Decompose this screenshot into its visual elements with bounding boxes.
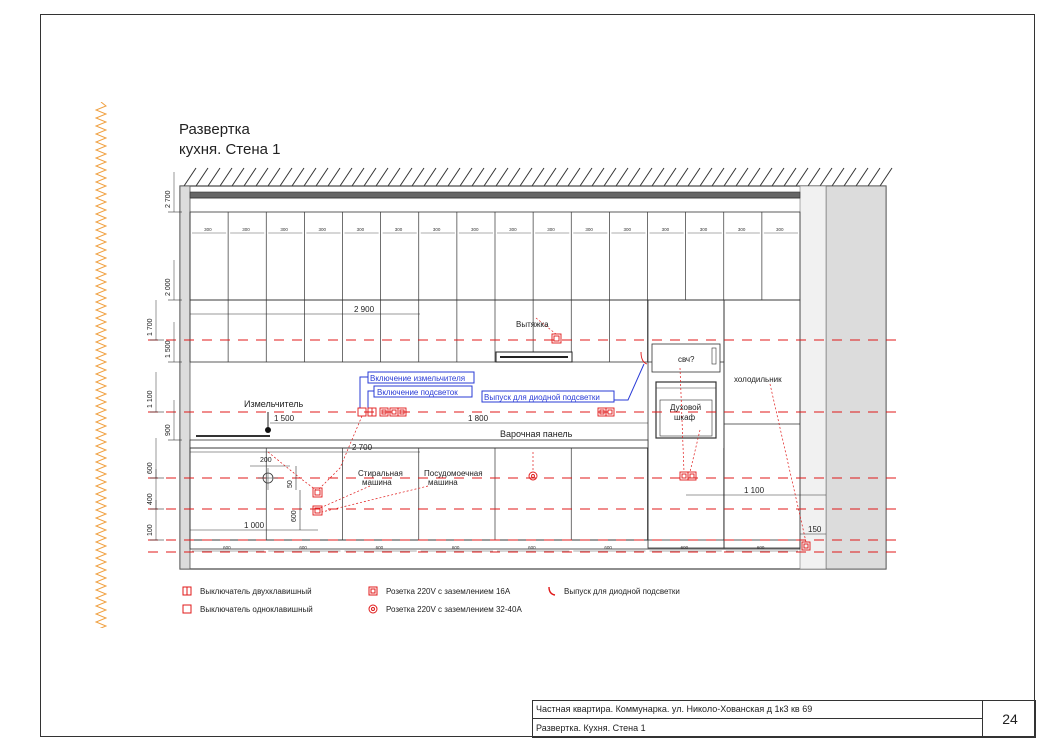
base-width-label: 600 [375,545,384,550]
label-shredder: Измельчитель [244,399,304,409]
socket-32a-icon [366,603,380,615]
upper-width-label: 300 [699,227,708,232]
base-width-label: 600 [528,545,536,550]
dim-1000: 1 000 [244,521,265,530]
legend-socket-32: Розетка 220V с заземлением 32-40А [366,603,522,615]
legend-double-switch: Выключатель двухклавишный [180,585,312,597]
elevation-mark: 400 [147,493,154,505]
legend-led: Выпуск для диодной подсветки [544,585,680,597]
elevation-mark: 2 700 [165,190,172,208]
base-width-label: 600 [451,545,460,550]
dim-2900: 2 900 [354,305,375,314]
shredder-point [265,427,271,433]
upper-width-label: 300 [470,227,479,232]
elevation-dimensions [147,172,182,540]
upper-width-label: 300 [394,227,403,232]
base-width-label: 600 [604,545,612,550]
label-dishwasher-1: Посудомоечная [424,469,483,478]
elevation-mark: 600 [147,462,154,474]
title-block [532,700,1036,738]
dim-150: 150 [808,525,822,534]
upper-width-label: 300 [356,227,365,232]
base-width-label: 600 [680,545,689,550]
dim-2700: 2 700 [352,443,373,452]
legend [180,585,740,625]
label-shredder-switch: Включение измельчителя [370,374,466,383]
elevation-mark: 1 700 [147,318,154,336]
label-microwave: свч? [678,355,695,364]
label-hood: Вытяжка [516,320,549,329]
dim-50: 50 [287,480,294,488]
base-width-label: 600 [299,545,307,550]
left-wall-section [180,186,190,569]
legend-single-switch: Выключатель одноклавишный [180,603,313,615]
upper-width-label: 300 [737,227,746,232]
upper-width-label: 300 [661,227,670,232]
label-oven-2: шкаф [674,413,696,422]
dim-200: 200 [260,457,272,464]
page-number: 24 [982,701,1037,737]
upper-width-label: 300 [775,227,784,232]
stamp-address: Частная квартира. Коммунарка. ул. Николо-Хованская д 1к3 кв 69 [533,701,982,719]
ceiling-hatch [184,168,892,186]
upper-width-label: 300 [242,227,250,232]
upper-width-label: 300 [585,227,593,232]
label-washer-2: машина [362,478,392,487]
dim-1100: 1 100 [744,486,765,495]
cornice [190,192,800,198]
label-led-outlet: Выпуск для диодной подсветки [484,393,600,402]
elevation-mark: 1 500 [165,340,172,358]
upper-width-label: 300 [547,227,555,232]
upper-width-label: 300 [432,227,441,232]
socket-16a-icon [366,585,380,597]
base-width-label: 600 [223,545,231,550]
label-hob: Варочная панель [500,429,573,439]
right-wall-section [826,186,886,569]
title-line-1: Развертка [179,121,250,138]
led-outlet-icon [544,585,558,597]
upper-width-label: 300 [623,227,631,232]
upper-width-label: 300 [280,227,288,232]
upper-width-label: 300 [509,227,517,232]
worktop [190,440,648,448]
label-fridge: холодильник [734,375,782,384]
dim-1800: 1 800 [468,414,489,423]
stamp-sheet-name: Развертка. Кухня. Стена 1 [536,723,646,733]
base-width-label: 600 [756,545,765,550]
label-washer-1: Стиральная [358,469,403,478]
single-switch-icon [180,603,194,615]
double-switch-icon [180,585,194,597]
label-dishwasher-2: машина [428,478,458,487]
dim-1500: 1 500 [274,414,295,423]
legend-socket-16: Розетка 220V с заземлением 16А [366,585,510,597]
title-line-2: кухня. Стена 1 [179,141,281,158]
dim-600: 600 [291,510,298,522]
upper-cabinets-top [190,212,762,300]
elevation-mark: 2 000 [165,278,172,296]
elevation-mark: 1 100 [147,390,154,408]
label-lights-switch: Включение подсветок [377,388,458,397]
elevation-mark: 900 [165,424,172,436]
elevation-mark: 100 [147,524,154,536]
upper-width-label: 300 [318,227,326,232]
label-oven-1: Духовой [670,403,702,412]
upper-width-label: 300 [204,227,212,232]
plaster-strip [800,186,826,569]
